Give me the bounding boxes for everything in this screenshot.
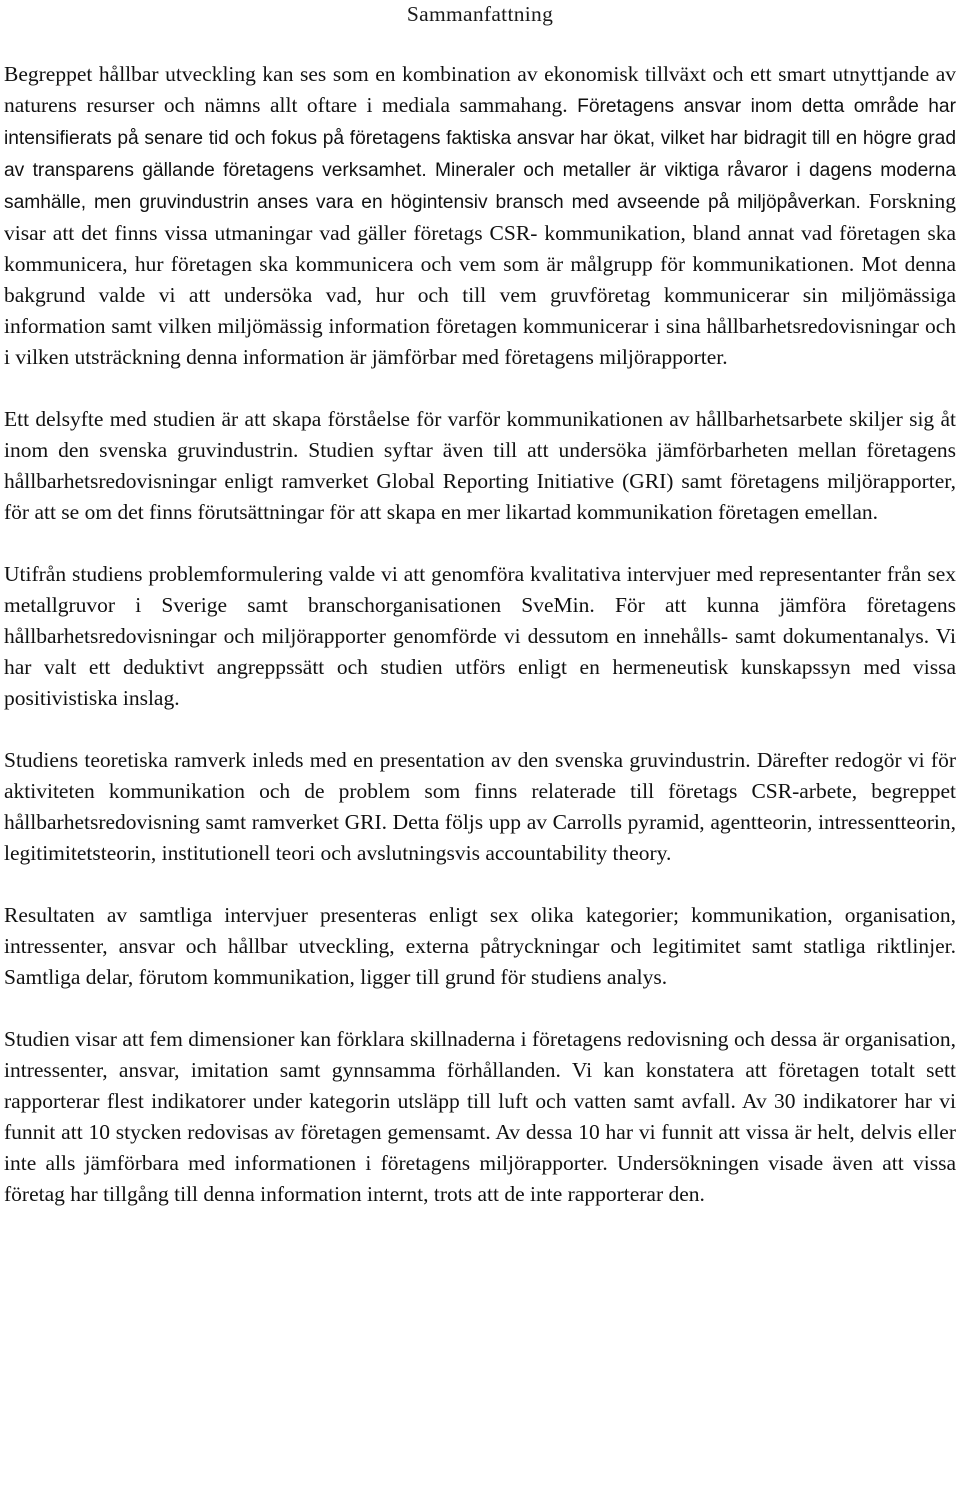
paragraph [4,900,956,993]
text-run: Studien visar att fem dimensioner kan förklara skillnaderna i företagens redovisning och dessa är organisation, intressenter, ansvar, imitation samt gynnsamma förhållanden. Vi kan konstatera att företagen totalt sett rapporterar flest indikatorer under kategorin utsläpp till luft och vatten samt avfall. Av 30 indikatorer har vi funnit att 10 stycken redovisas av företagen gemensamt. Av dessa 10 har vi funnit att vissa är helt, delvis eller inte alls jämförbara med informationen i företagens miljörapporter. Undersökningen visade även att vissa företag har tillgång till denna information internt, trots att de inte rapporterar den. [4,1027,956,1206]
paragraph [4,559,956,714]
page-title: Sammanfattning [406,2,554,26]
text-run: Studiens teoretiska ramverk inleds med en presentation av den svenska gruvindustrin. Därefter redogör vi för aktiviteten kommunikation och de problem som finns relaterade till företags CSR-arbete, begreppet hållbarhetsredovisning samt ramverket GRI. Detta följs upp av Carrolls pyramid, agentteorin, intressentteorin, legitimitetsteorin, institutionell teori och avslutningsvis accountability theory. [4,748,956,865]
text-run: Resultaten av samtliga intervjuer presenteras enligt sex olika kategorier; kommunikation, organisation, intressenter, ansvar och hållbar utveckling, externa påtryckningar och legitimitet samt statliga riktlinjer. Samtliga delar, förutom kommunikation, ligger till grund för studiens analys. [4,903,956,989]
paragraph [4,1024,956,1210]
text-run: Företagens ansvar inom detta område har intensifierats på senare tid och fokus på företagens faktiska ansvar har ökat, vilket har bidragit till en högre grad av transparens gällande företagens verksamhet. Mineraler och metaller är viktiga råvaror i dagens moderna samhälle, men gruvindustrin anses vara en högintensiv bransch med avseende på miljöpåverkan. [4,96,956,213]
paragraph [4,745,956,869]
text-run: Ett delsyfte med studien är att skapa förståelse för varför kommunikationen av hållbarhetsarbete skiljer sig åt inom den svenska gruvindustrin. Studien syftar även till att undersöka jämförbarheten mellan företagens hållbarhetsredovisningar enligt ramverket Global Reporting Initiative (GRI) samt företagens miljörapporter, för att se om det finns förutsättningar för att skapa en mer likartad kommunikation företagen emellan. [4,407,956,524]
text-run: Forskning visar att det finns vissa utmaningar vad gäller företags CSR- kommunikation, bland annat vad företagen ska kommunicera, hur företagen ska kommunicera och vem som är målgrupp för kommunikationen. Mot denna bakgrund valde vi att undersöka vad, hur och till vem gruvföretag kommunicerar sin miljömässiga information samt vilken miljömässig information företagen kommunicerar i sina hållbarhetsredovisningar och i vilken utsträckning denna information är jämförbar med företagens miljörapporter. [4,189,956,369]
paragraph [4,59,956,373]
document-page [4,0,956,1210]
text-run: Utifrån studiens problemformulering valde vi att genomföra kvalitativa intervjuer med representanter från sex metallgruvor i Sverige samt branschorganisationen SveMin. För att kunna jämföra företagens hållbarhetsredovisningar och miljörapporter genomförde vi dessutom en innehålls- samt dokumentanalys. Vi har valt ett deduktivt angreppssätt och studien utförs enligt en hermeneutisk kunskapssyn med vissa positivistiska inslag. [4,562,956,710]
paragraph [4,404,956,528]
body-text [4,59,956,1210]
text-run: Begreppet hållbar utveckling kan ses som en kombination av ekonomisk tillväxt och ett smart utnyttjande av naturens resurser och nämns allt oftare i mediala sammahang. [4,62,956,117]
